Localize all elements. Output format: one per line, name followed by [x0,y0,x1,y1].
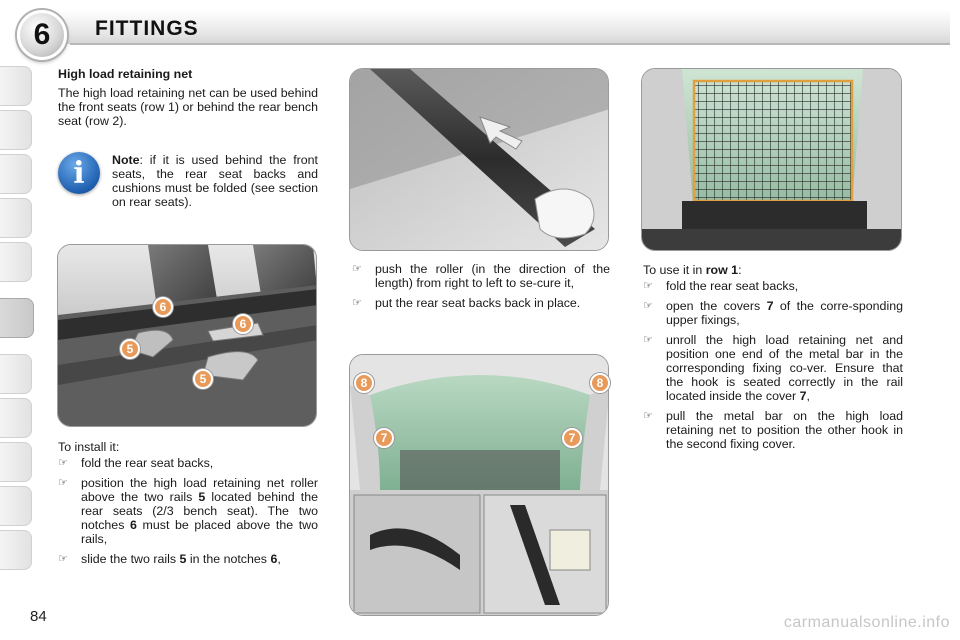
step-text: in the notches [186,552,271,566]
chapter-number-badge: 6 [17,10,67,60]
bullet-hand-icon: ☞ [643,300,653,312]
install-step-item [58,552,318,566]
row1-step-item [643,333,903,403]
info-icon: i [58,152,100,194]
rails-illustration [58,245,317,427]
step-text: fold the rear seat backs, [666,279,799,293]
step-text: must be placed above the two rails, [81,518,318,546]
callout-6: 6 [233,314,253,334]
step-text: pull the metal bar on the high load retaining net to position the other hook in the second fixing cover. [666,409,903,451]
bullet-hand-icon: ☞ [643,280,653,292]
reference-number: 6 [270,552,278,566]
step-text: push the roller (in the direction of the length) from right to left to se-cure it, [375,262,610,290]
bullet-hand-icon: ☞ [643,334,653,346]
step-text: , [806,389,810,403]
chapter-tab[interactable] [0,110,32,150]
chapter-tab[interactable] [0,442,32,482]
reference-number: 5 [179,552,187,566]
chapter-title: FITTINGS [95,17,199,40]
chapter-tabs [0,66,34,576]
chapter-tab[interactable] [0,66,32,106]
note-text: : if it is used behind the front seats, the rear seat backs and cushions must be folded (see section on rear seats). [112,153,318,209]
callout-8: 8 [354,373,374,393]
callout-6: 6 [153,297,173,317]
chapter-tab[interactable] [0,530,32,570]
step-text: put the rear seat backs back in place. [375,296,581,310]
chapter-tab[interactable] [0,198,32,238]
step-text: , [277,552,281,566]
step-text: open the covers [666,299,767,313]
step-text: position the high load retaining net roller above the two rails [81,476,318,504]
callout-8: 8 [590,373,610,393]
install-step-item [58,476,318,546]
upper-fixings-illustration [350,355,609,616]
install-steps [58,456,318,572]
reference-number: 6 [130,518,137,532]
reference-number: 7 [766,299,774,313]
middle-step-item [352,296,610,310]
page-header [0,0,960,50]
callout-7: 7 [374,428,394,448]
row1-intro-suffix: : [738,263,742,277]
callout-5: 5 [193,369,213,389]
callout-7: 7 [562,428,582,448]
step-text: located behind the rear seats (2/3 bench seat). The two notches [81,490,318,532]
row1-steps [643,279,903,457]
row1-intro-prefix: To use it in [643,263,706,277]
middle-steps [352,262,610,316]
header-rule [70,43,950,45]
step-text: unroll the high load retaining net and position one end of the metal bar in the corresponding fixing co-ver. Ensure that the hook is seated correctly in the rail located inside the cover [666,333,903,403]
figure-net-installed [641,68,902,251]
chapter-tab-active[interactable] [0,298,34,338]
intro-paragraph: The high load retaining net can be used behind the front seats (row 1) or behind the rear bench seat (row 2). [58,86,318,128]
bullet-hand-icon: ☞ [352,297,362,309]
figure-rails [57,244,317,427]
install-intro: To install it: [58,440,120,454]
net-illustration [642,69,902,251]
page-number: 84 [30,608,47,625]
step-text: of the corre-sponding upper fixings, [666,299,903,327]
row1-step-item [643,409,903,451]
row1-step-item [643,279,903,293]
bullet-hand-icon: ☞ [58,477,68,489]
chapter-tab[interactable] [0,242,32,282]
note-paragraph [112,153,318,209]
row1-step-item [643,299,903,327]
bullet-hand-icon: ☞ [643,410,653,422]
chapter-tab[interactable] [0,154,32,194]
row1-intro-bold: row 1 [705,263,739,277]
row1-intro [643,263,903,277]
figure-upper-fixings [349,354,609,616]
roller-illustration [350,69,609,251]
chapter-tab[interactable] [0,398,32,438]
reference-number: 7 [799,389,807,403]
step-text: fold the rear seat backs, [81,456,214,470]
bullet-hand-icon: ☞ [58,553,68,565]
note-label: Note [112,153,140,167]
chapter-tab[interactable] [0,486,32,526]
chapter-tab[interactable] [0,354,32,394]
step-text: slide the two rails [81,552,180,566]
section-heading: High load retaining net [58,67,193,81]
bullet-hand-icon: ☞ [352,263,362,275]
install-step-item [58,456,318,470]
reference-number: 5 [198,490,206,504]
middle-step-item [352,262,610,290]
bullet-hand-icon: ☞ [58,457,68,469]
watermark: carmanualsonline.info [783,614,950,631]
callout-5: 5 [120,339,140,359]
figure-roller [349,68,609,251]
